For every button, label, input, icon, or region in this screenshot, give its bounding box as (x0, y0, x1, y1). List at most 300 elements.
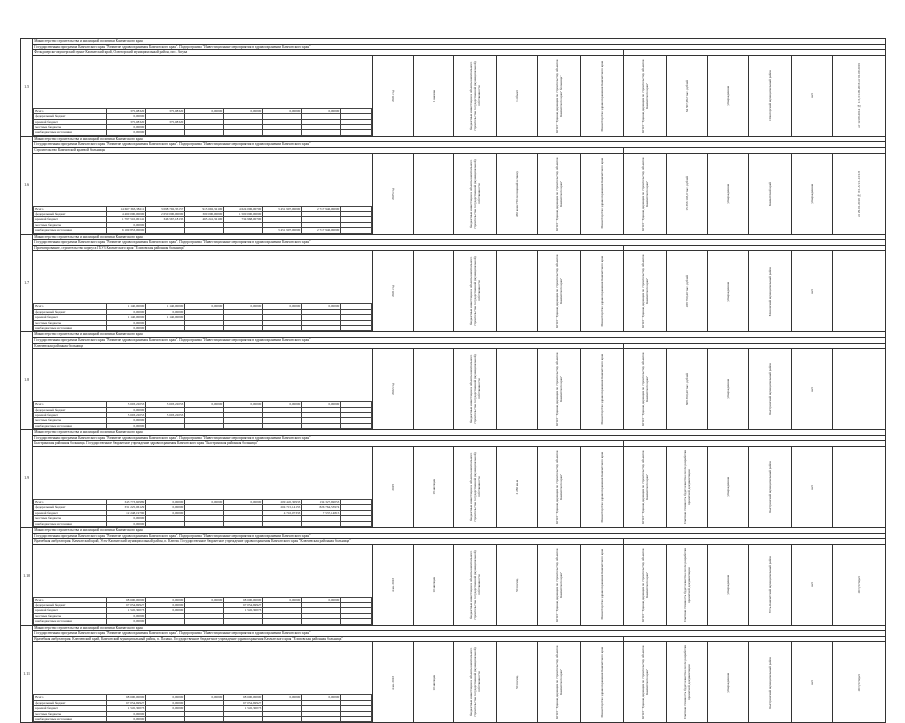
project-number: 1.5 (21, 39, 33, 137)
financing-value: 0,00000 (302, 695, 341, 700)
project-attribute (708, 251, 749, 332)
project-body-row (21, 446, 886, 527)
project-attribute (748, 446, 791, 527)
project-attribute-text: утвержденная (725, 281, 730, 302)
financing-source: федеральный бюджет (34, 700, 107, 705)
project-attribute (581, 544, 624, 625)
project-attribute-text: Министерство здравоохранения Камчатского края (600, 353, 605, 425)
project-attribute-text: бюджетные инвестиции в объекты капитального строительства государственной (муниципальной) собственности (469, 256, 482, 327)
financing-value: 12 248,19790 (107, 510, 146, 515)
project-attribute-text: 10 месяцев (431, 674, 436, 691)
financing-value: 0,00000 (146, 695, 185, 700)
financing-value (302, 130, 341, 135)
financing-source: внебюджетные источники (34, 619, 107, 624)
financing-value: 0,00000 (146, 309, 185, 314)
project-ministry: Министерство строительства и жилищной политики Камчатского края (33, 527, 886, 533)
financing-source: внебюджетные источники (34, 423, 107, 428)
project-attribute-text: Отсутствует (856, 576, 861, 594)
project-attribute (748, 544, 791, 625)
project-attribute-text: нет (809, 93, 814, 99)
financing-value: 0,00000 (263, 695, 302, 700)
financing-value: 0,00000 (302, 402, 341, 407)
project-attribute (497, 55, 538, 136)
project-attribute (538, 446, 581, 527)
project-body-row (21, 642, 886, 723)
financing-value: 0,00000 (263, 597, 302, 602)
financing-value: 0,00000 (107, 613, 146, 618)
financing-value (185, 423, 224, 428)
project-attribute-text: Елизовский муниципальный район (767, 266, 772, 317)
financing-cell (33, 349, 372, 430)
financing-value: 68 600,00000 (224, 695, 263, 700)
project-attribute-text: 2021 год (390, 89, 395, 102)
project-attribute-text: бюджетные инвестиции в объекты капитального строительства государственной (муниципальной) собственности (469, 452, 482, 522)
project-body-row (21, 153, 886, 234)
project-attribute (748, 251, 791, 332)
project-attribute (748, 349, 791, 430)
financing-value: 68 600,00000 (107, 597, 146, 602)
financing-value: 3 451 907,00000 (263, 206, 302, 211)
project-attribute (538, 642, 581, 723)
financing-value: 0,00000 (107, 619, 146, 624)
financing-value: 734 968,00700 (224, 217, 263, 222)
financing-row (34, 423, 371, 428)
project-attribute-text: Быстринский муниципальный район (767, 363, 772, 415)
project-attribute (413, 544, 454, 625)
project-attribute (791, 446, 832, 527)
financing-row (34, 130, 371, 135)
project-attribute (748, 642, 791, 723)
financing-value (302, 619, 341, 624)
project-attribute-text: КГКУ "Единая дирекция по строительству объектов Камчатского края" (641, 352, 650, 426)
project-attribute-text: бюджетные инвестиции в объекты капитального строительства государственной (муниципальной) собственности (469, 549, 482, 620)
financing-value: 0,00000 (224, 402, 263, 407)
financing-value: 0,00000 (146, 499, 185, 504)
financing-value: 0,00000 (107, 130, 146, 135)
project-attribute (454, 55, 497, 136)
project-attribute (791, 642, 832, 723)
financing-value: 0,00000 (146, 603, 185, 608)
financing-value: 1 140,00000 (146, 304, 185, 309)
project-attribute-text: КГКУ "Единая дирекция по строительству объектов Камчатского края" (555, 450, 564, 524)
financing-value (302, 521, 341, 526)
financing-table (33, 303, 371, 331)
financing-value: 3 098 792,35157 (146, 206, 185, 211)
financing-source: краевой бюджет (34, 119, 107, 124)
financing-source: краевой бюджет (34, 706, 107, 711)
project-attribute-text: 64 507,962 тыс. рублей (685, 79, 690, 112)
project-ministry: Министерство строительства и жилищной политики Камчатского края (33, 332, 886, 338)
financing-cell (33, 55, 372, 136)
financing-value: 0,00000 (185, 304, 224, 309)
financing-table (33, 206, 371, 234)
project-attribute-text: Министерство здравоохранения Камчатского края (600, 647, 605, 718)
project-ministry: Министерство строительства и жилищной политики Камчатского края (33, 234, 886, 240)
financing-value: 67 054,69927 (224, 603, 263, 608)
financing-value: 4 710,07333 (263, 510, 302, 515)
project-number: 1.6 (21, 136, 33, 234)
financing-cell (33, 544, 372, 625)
financing-value (224, 619, 263, 624)
financing-source: федеральный бюджет (34, 309, 107, 314)
project-attribute-text: КГКУ "Единая дирекция по строительству объектов Камчатского края" (641, 645, 650, 720)
financing-value: 0,00000 (146, 505, 185, 510)
project-attribute (372, 153, 413, 234)
project-attribute (454, 251, 497, 332)
project-attribute-text: нет (809, 289, 814, 294)
project-attribute (538, 251, 581, 332)
financing-value: 68 600,00000 (224, 597, 263, 602)
project-attribute-text: Министерство здравоохранения Камчатского края (600, 60, 605, 132)
financing-value (302, 717, 341, 722)
financing-table (33, 108, 371, 136)
project-object: Строительство Камчатской краевой больницы (33, 147, 624, 153)
project-program: Государственная программа Камчатского края "Развитие здравоохранения Камчатского края". Подпрограмма "Инвестиционные мероприятия в здравоохранении Камчатского края" (33, 142, 886, 148)
project-attribute (667, 642, 708, 723)
financing-table (33, 694, 371, 722)
project-attribute (624, 251, 667, 332)
financing-value: 0,00000 (185, 597, 224, 602)
financing-value: 204 715,14155 (263, 505, 302, 510)
financing-source: внебюджетные источники (34, 521, 107, 526)
project-object: Врачебная амбулатория. Камчатский край, Усть-Камчатский муниципальный район, п. Ключи. Государственное бюджетное учреждение здравоохранения Камчатского края "Ключевская районная больница" (33, 539, 624, 545)
project-attribute (497, 251, 538, 332)
financing-value: 300 000,00000 (185, 211, 224, 216)
project-attribute-text: Отсутствует (856, 673, 861, 692)
project-attribute-text: Министерство здравоохранения Камчатского края (600, 256, 605, 327)
financing-value: 4 624 006,00700 (224, 206, 263, 211)
financing-value: 68 600,00000 (107, 695, 146, 700)
project-attribute (667, 153, 708, 234)
financing-source: Всего (34, 499, 107, 504)
financing-value: 0,00000 (302, 597, 341, 602)
financing-cell (33, 446, 372, 527)
project-attribute (497, 349, 538, 430)
project-attribute-text: КГКУ "Единая дирекция по строительству объектов Камчатского края" (555, 156, 564, 231)
project-attribute (372, 349, 413, 430)
financing-source: Всего (34, 304, 107, 309)
financing-value: 2 717 946,00000 (302, 206, 341, 211)
financing-source: местные бюджеты (34, 516, 107, 521)
project-attribute-text: Сметная стоимость будет известна после разработки проектной документации (683, 645, 692, 720)
project-attribute (624, 446, 667, 527)
project-attribute (413, 55, 454, 136)
financing-value (185, 521, 224, 526)
project-attribute (832, 55, 885, 136)
project-attribute (791, 544, 832, 625)
project-attribute-text: 2025 год (390, 187, 395, 200)
financing-value: 67 054,69927 (107, 603, 146, 608)
project-attribute (667, 251, 708, 332)
project-attribute-text: КГКУ "Единая дирекция по строительству объектов Камчатского края" (555, 352, 564, 426)
financing-value: 0,00000 (224, 499, 263, 504)
financing-value: 0,00000 (107, 717, 146, 722)
project-attribute (581, 153, 624, 234)
project-attribute (624, 642, 667, 723)
project-attribute-text: КГКУ "Единая дирекция по строительству объектов Камчатского края" (641, 450, 650, 524)
project-number: 1.8 (21, 332, 33, 430)
project-attribute (748, 55, 791, 136)
project-attribute-text: бюджетные инвестиции в объекты капитального строительства государственной (муниципальной) собственности (469, 647, 482, 718)
financing-value: 67 054,69927 (224, 700, 263, 705)
project-program: Государственная программа Камчатского края "Развитие здравоохранения Камчатского края". Подпрограмма "Инвестиционные мероприятия в здравоохранении Камчатского края" (33, 44, 886, 50)
financing-source: местные бюджеты (34, 320, 107, 325)
project-attribute (538, 153, 581, 234)
financing-value (146, 423, 185, 428)
project-attribute (454, 153, 497, 234)
project-attribute-text: 459 760,40 тыс. рублей (685, 275, 690, 308)
project-attribute-text: Сметная стоимость будет известна после разработки проектной документации (683, 449, 692, 524)
project-attribute-text: 2025 (390, 483, 395, 491)
project-attribute (454, 446, 497, 527)
financing-value: 346 567,18135 (146, 217, 185, 222)
project-number: 1.9 (21, 430, 33, 528)
financing-value: 0,00000 (263, 108, 302, 113)
project-attribute-text: утвержденная (725, 672, 730, 693)
project-attribute (708, 55, 749, 136)
financing-value: 1 545,30073 (224, 706, 263, 711)
financing-row (34, 521, 371, 526)
financing-cell (33, 153, 372, 234)
financing-value: 4 460 000,00000 (107, 211, 146, 216)
financing-value: 0,00000 (107, 521, 146, 526)
financing-value: 343 773,60989 (107, 499, 146, 504)
project-attribute-text: утвержденная (725, 183, 730, 204)
financing-value (146, 228, 185, 233)
financing-value: 0,00000 (146, 706, 185, 711)
financing-value: 5 603,22053 (107, 402, 146, 407)
project-attribute-text: Министерство здравоохранения Камчатского края (600, 549, 605, 620)
financing-source: федеральный бюджет (34, 505, 107, 510)
project-object: Быстринская районная больница. Государственное бюджетное учреждение здравоохранения Камчатского края "Быстринская районная больница" (33, 441, 624, 447)
financing-value: 5 603,22053 (146, 402, 185, 407)
project-ministry: Министерство строительства и жилищной политики Камчатского края (33, 39, 886, 45)
project-attribute-text: 50 посещ. (515, 577, 520, 592)
financing-row (34, 228, 371, 233)
project-attribute-text: КГКУ "Единая дирекция по строительству объектов Камчатского края" больница" (555, 59, 564, 133)
project-program: Государственная программа Камчатского края "Развитие здравоохранения Камчатского края". Подпрограмма "Инвестиционные мероприятия в здравоохранении Камчатского края" (33, 240, 886, 246)
project-number: 1.7 (21, 234, 33, 332)
project-attribute (581, 349, 624, 430)
project-attribute (624, 55, 667, 136)
financing-source: местные бюджеты (34, 711, 107, 716)
project-object: Врачебная амбулатория. Ключевский край, Камчатский муниципальный район, п. Палана. Государственное бюджетное учреждение здравоохранения Камчатского края "Елизовская районная больница" (33, 636, 624, 642)
financing-value: 0,00000 (263, 304, 302, 309)
financing-value: 1 500 000,00000 (224, 211, 263, 216)
financing-source: федеральный бюджет (34, 114, 107, 119)
project-attribute-text: 10 месяцев (431, 576, 436, 593)
financing-row (34, 325, 371, 330)
financing-value: 0,00000 (185, 108, 224, 113)
financing-source: краевой бюджет (34, 217, 107, 222)
project-attribute (454, 642, 497, 723)
financing-value: 375,08320 (107, 108, 146, 113)
project-attribute (748, 153, 791, 234)
financing-value: 5 603,22053 (146, 412, 185, 417)
financing-value: 826 764,53974 (302, 505, 341, 510)
project-attribute-text: 609 360,40 тыс. рублей (685, 373, 690, 406)
project-attribute (413, 349, 454, 430)
financing-source: федеральный бюджет (34, 603, 107, 608)
financing-value (224, 130, 263, 135)
financing-value (185, 717, 224, 722)
project-attribute (581, 446, 624, 527)
project-program: Государственная программа Камчатского края "Развитие здравоохранения Камчатского края". Подпрограмма "Инвестиционные мероприятия в здравоохранении Камчатского края" (33, 631, 886, 637)
financing-value (146, 325, 185, 330)
project-attribute-text: КГКУ "Единая дирекция по строительству объектов Камчатского края" (555, 254, 564, 329)
project-attribute (413, 251, 454, 332)
project-attribute-text: бюджетные инвестиции в объекты капитального строительства государственной (муниципальной) собственности (469, 158, 482, 229)
project-attribute (372, 446, 413, 527)
project-attribute (497, 544, 538, 625)
financing-value: 915 692,32100 (185, 206, 224, 211)
project-attribute-text: утвержденная (725, 477, 730, 497)
financing-value: 0,00000 (107, 320, 146, 325)
project-attribute-text: Усть-Камчатский муниципальный район (767, 556, 772, 614)
project-program: Государственная программа Камчатского края "Развитие здравоохранения Камчатского края". Подпрограмма "Инвестиционные мероприятия в здравоохранении Камчатского края" (33, 435, 886, 441)
project-attribute (708, 544, 749, 625)
financing-value: 7 537,14815 (302, 510, 341, 515)
project-attribute (832, 349, 885, 430)
financing-source: внебюджетные источники (34, 717, 107, 722)
financing-source: внебюджетные источники (34, 325, 107, 330)
project-attribute-text: утвержденная (725, 85, 730, 106)
document-sheet (20, 38, 886, 722)
project-attribute (413, 642, 454, 723)
financing-value: 0,00000 (185, 402, 224, 407)
project-attribute-text: утвержденная (809, 183, 814, 204)
project-attribute (497, 446, 538, 527)
financing-source: Всего (34, 695, 107, 700)
financing-value: 0,00000 (107, 124, 146, 129)
project-attribute (538, 55, 581, 136)
financing-value: 0,00000 (107, 325, 146, 330)
financing-row (34, 717, 371, 722)
project-body-row (21, 349, 886, 430)
project-ministry: Министерство строительства и жилищной политики Камчатского края (33, 136, 886, 142)
financing-value (224, 423, 263, 428)
financing-source: краевой бюджет (34, 608, 107, 613)
project-attribute-text: 19 месяцев (431, 479, 436, 495)
project-attribute-text: нет (809, 386, 814, 392)
financing-value (224, 325, 263, 330)
financing-value (263, 619, 302, 624)
project-attribute (624, 544, 667, 625)
financing-value: 0,00000 (146, 608, 185, 613)
financing-value: 375,08320 (146, 108, 185, 113)
project-attribute-text: от 29.01.2018 № 8/1-3/1/1-13/1/8 (856, 170, 861, 217)
project-body-row (21, 251, 886, 332)
financing-value: 0,00000 (302, 108, 341, 113)
project-program: Государственная программа Камчатского края "Развитие здравоохранения Камчатского края". Подпрограмма "Инвестиционные мероприятия в здравоохранении Камчатского края" (33, 533, 886, 539)
financing-value (263, 130, 302, 135)
project-attribute (708, 349, 749, 430)
financing-value (224, 228, 263, 233)
financing-value: 0,00000 (146, 510, 185, 515)
financing-value: 134 327,69053 (302, 499, 341, 504)
financing-source: внебюджетные источники (34, 228, 107, 233)
financing-value: 1 140,00000 (146, 315, 185, 320)
project-attribute (372, 544, 413, 625)
project-attribute (454, 544, 497, 625)
financing-value: 465 241,32100 (185, 217, 224, 222)
project-attribute (413, 446, 454, 527)
project-attribute (581, 251, 624, 332)
financing-value: 0,00000 (224, 304, 263, 309)
financing-source: внебюджетные источники (34, 130, 107, 135)
project-attribute (497, 153, 538, 234)
project-attribute-text: Быстринский муниципальный район (767, 461, 772, 513)
financing-value: 0,00000 (107, 309, 146, 314)
project-attribute-text: 4 кв. 2023 (390, 577, 395, 592)
financing-value (185, 325, 224, 330)
financing-value: 0,00000 (146, 597, 185, 602)
financing-value: 14 667 363,38211 (107, 206, 146, 211)
project-attribute (791, 251, 832, 332)
project-attribute (667, 349, 708, 430)
project-attribute-text: нет (809, 680, 814, 685)
project-object: Фельдшерско-акушерский пункт Камчатский край, Олюторский муниципальный район, пос. Апука (33, 50, 624, 56)
project-attribute-text: утвержденная (725, 379, 730, 399)
project-attribute-text: 1 объект (515, 89, 520, 102)
project-attribute-text: 2022 год (390, 383, 395, 396)
project-attribute-text: нет (809, 484, 814, 490)
project-attribute-text: Сметная стоимость будет известна после разработки проектной документации (683, 547, 692, 622)
financing-row (34, 619, 371, 624)
project-attribute-text: Камчатский край (767, 181, 772, 206)
financing-value (302, 325, 341, 330)
financing-source: краевой бюджет (34, 510, 107, 515)
project-attribute-text: бюджетные инвестиции в объекты капитального строительства государственной (муниципальной) собственности (469, 354, 482, 424)
financing-value: 0,00000 (146, 700, 185, 705)
financing-source: Всего (34, 402, 107, 407)
financing-source: краевой бюджет (34, 412, 107, 417)
financing-value: 0,00000 (185, 695, 224, 700)
project-number: 1.10 (21, 527, 33, 625)
project-attribute-text: 450 коек/750 посещений в смену (515, 170, 520, 217)
financing-cell (33, 642, 372, 723)
financing-value: 209 445,30933 (263, 499, 302, 504)
financing-value (224, 521, 263, 526)
financing-value: 1 140,00000 (107, 304, 146, 309)
financing-value: 0,00000 (224, 108, 263, 113)
financing-value (146, 619, 185, 624)
financing-value: 1 545,30073 (107, 706, 146, 711)
financing-source: федеральный бюджет (34, 211, 107, 216)
project-ministry: Министерство строительства и жилищной политики Камчатского края (33, 625, 886, 631)
project-attribute (832, 153, 885, 234)
financing-value: 2 717 946,00000 (302, 228, 341, 233)
project-attribute-text: 1 вызова (431, 89, 436, 102)
financing-source: местные бюджеты (34, 613, 107, 618)
project-attribute-text: КГКУ "Единая дирекция по строительству объектов Камчатского края" (641, 547, 650, 622)
financing-value: 331 225,06129 (107, 505, 146, 510)
project-attribute (372, 251, 413, 332)
project-number: 1.11 (21, 625, 33, 723)
project-attribute-text: Министерство здравоохранения Камчатского края (600, 451, 605, 523)
project-body-row (21, 544, 886, 625)
project-attribute (624, 349, 667, 430)
project-attribute-text: нет (809, 582, 814, 588)
financing-value: 1 797 510,00141 (107, 217, 146, 222)
financing-value (185, 619, 224, 624)
financing-value: 67 054,69927 (107, 700, 146, 705)
financing-source: местные бюджеты (34, 418, 107, 423)
investment-table (20, 38, 886, 723)
project-attribute-text: 2021 год (390, 285, 395, 298)
financing-value: 1 140,00000 (107, 315, 146, 320)
project-attribute (791, 153, 832, 234)
